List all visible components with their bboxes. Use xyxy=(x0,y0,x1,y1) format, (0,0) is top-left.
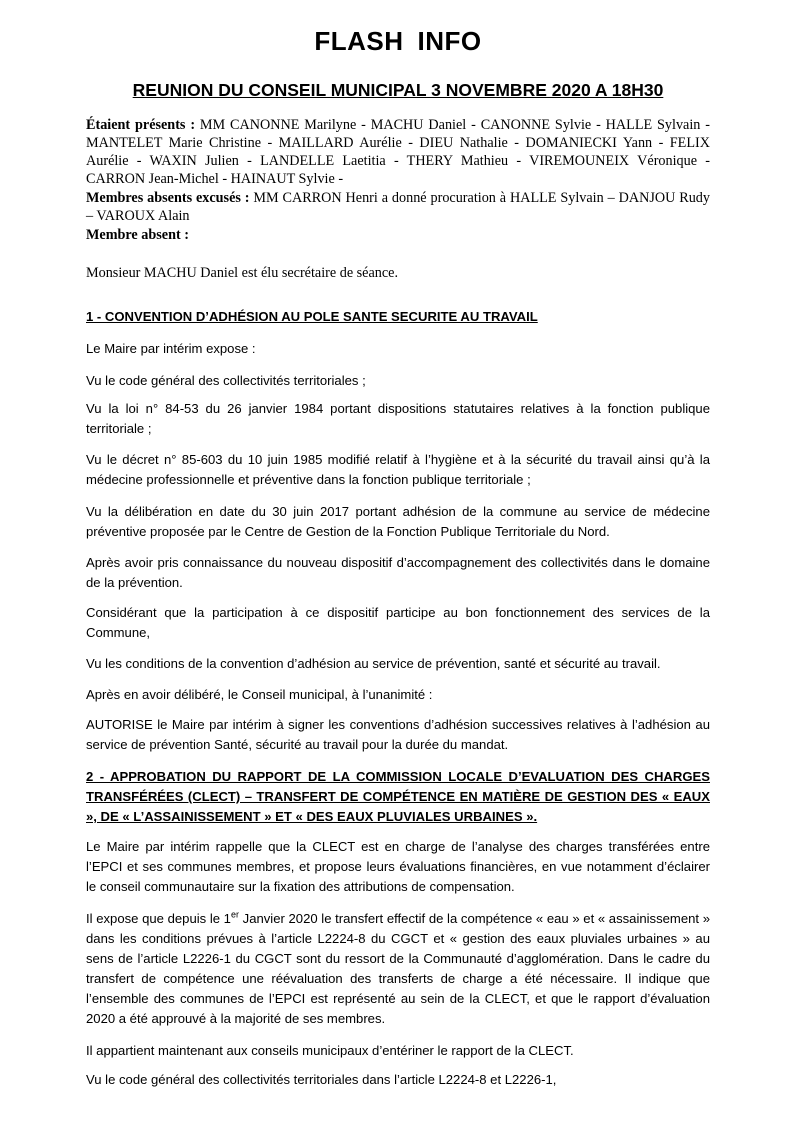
page-title xyxy=(86,26,710,57)
excused-label: Membres absents excusés : xyxy=(86,190,250,206)
absent-members xyxy=(86,226,710,244)
s1-paragraph-10: AUTORISE le Maire par intérim à signer les conventions d’adhésion successives relatives à l’adhésion au service de prévention Santé, sécurité au travail pour la durée du mandat. xyxy=(86,717,710,752)
present-label: Étaient présents : xyxy=(86,117,196,133)
meeting-subtitle: REUNION DU CONSEIL MUNICIPAL 3 NOVEMBRE 2020 A 18H30 xyxy=(132,80,664,100)
s1-paragraph-9: Après en avoir délibéré, le Conseil municipal, à l’unanimité : xyxy=(86,687,433,702)
title-word-flash: FLASH xyxy=(314,26,404,56)
title-word-info: INFO xyxy=(417,26,482,56)
present-list: MM CANONNE Marilyne - MACHU Daniel - CANONNE Sylvie - HALLE Sylvain -MANTELET Marie Christine - MAILLARD Aurélie - DIEU Nathalie - DOMANIECKI Yann - FELIX Aurélie - WAXIN Julien - LANDELLE Laetitia - THERY Mathieu - VIREMOUNEIX Véronique - CARRON Jean-Michel - HAINAUT Sylvie - xyxy=(86,117,710,187)
s1-paragraph-2: Vu le code général des collectivités territoriales ; xyxy=(86,373,366,388)
excused-list: MM CARRON Henri a donné procuration à HALLE Sylvain – DANJOU Rudy – VAROUX Alain xyxy=(86,190,710,224)
s1-paragraph-1: Le Maire par intérim expose : xyxy=(86,341,256,356)
section-1-title: 1 - CONVENTION D’ADHÉSION AU POLE SANTE SECURITE AU TRAVAIL xyxy=(86,309,538,324)
attendance-block xyxy=(86,116,710,244)
s2-paragraph-3: Il appartient maintenant aux conseils municipaux d’entériner le rapport de la CLECT. xyxy=(86,1043,574,1058)
secretary-line: Monsieur MACHU Daniel est élu secrétaire de séance. xyxy=(86,265,399,281)
section-2-title: 2 - APPROBATION DU RAPPORT DE LA COMMISSION LOCALE D’EVALUATION DES CHARGES TRANSFÉRÉES (CLECT) – TRANSFERT DE COMPÉTENCE EN MATIÈRE DE GESTION DES « EAUX », DE « L’ASSAINISSEMENT » ET « DES EAUX PLUVIALES URBAINES ». xyxy=(86,769,710,824)
s2-paragraph-2: Il expose que depuis le 1er Janvier 2020 le transfert effectif de la compétence « eau » et « assainissement » dans les conditions prévues à l’article L2224-8 du CGCT et « gestion des eaux pluviales urbaines » au sens de l’article L2226-1 du CGCT sont du ressort de la Communauté d’agglomération. Dans le cadre du transfert de compétence une réévaluation des transferts de charge a été nécessaire. Il indique que l’ensemble des communes de l’EPCI est représenté au sein de la CLECT, et que le rapport d’évaluation 2020 a été approuvé à la majorité de ses membres. xyxy=(86,909,710,1026)
s1-paragraph-4: Vu le décret n° 85-603 du 10 juin 1985 modifié relatif à l’hygiène et à la sécurité du travail ainsi qu’à la médecine professionnelle et préventive dans la fonction publique territoriale ; xyxy=(86,452,710,487)
present-members xyxy=(86,116,710,188)
s1-paragraph-8: Vu les conditions de la convention d’adhésion au service de prévention, santé et sécurité au travail. xyxy=(86,656,661,671)
s2-paragraph-1: Le Maire par intérim rappelle que la CLECT est en charge de l’analyse des charges transférées entre l’EPCI et ses communes membres, et propose leurs évaluations financières, en vue notamment d’éclairer le conseil communautaire sur la fixation des attributions de compensation. xyxy=(86,839,710,894)
s1-paragraph-7: Considérant que la participation à ce dispositif participe au bon fonctionnement des services de la Commune, xyxy=(86,605,710,640)
s1-paragraph-5: Vu la délibération en date du 30 juin 2017 portant adhésion de la commune au service de médecine préventive proposée par le Centre de Gestion de la Fonction Publique Territoriale du Nord. xyxy=(86,504,710,539)
excused-members xyxy=(86,189,710,225)
absent-label: Membre absent : xyxy=(86,227,189,243)
s1-paragraph-6: Après avoir pris connaissance du nouveau dispositif d’accompagnement des collectivités dans le domaine de la prévention. xyxy=(86,555,710,590)
s1-paragraph-3: Vu la loi n° 84-53 du 26 janvier 1984 portant dispositions statutaires relatives à la fonction publique territoriale ; xyxy=(86,401,710,436)
s2-paragraph-4: Vu le code général des collectivités territoriales dans l’article L2224-8 et L2226-1, xyxy=(86,1072,557,1087)
